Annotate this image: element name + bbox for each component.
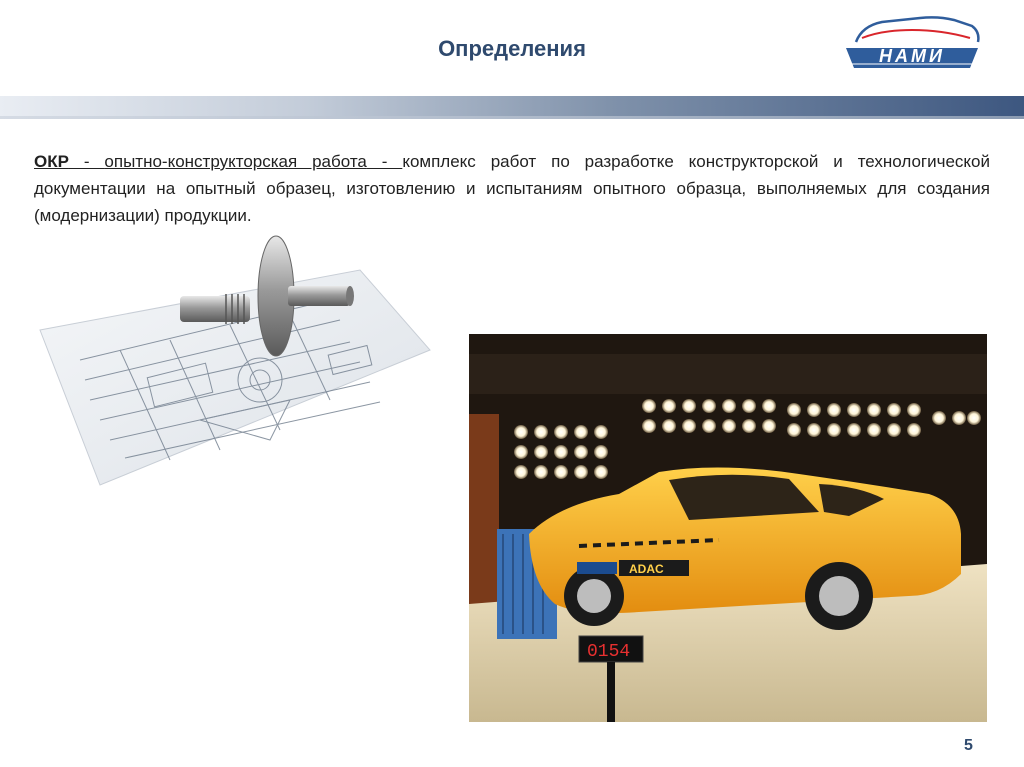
technical-drawing-image	[30, 230, 440, 500]
nami-logo	[842, 8, 982, 72]
crash-test-image	[469, 334, 987, 722]
car-adac-label: ADAC	[629, 562, 664, 576]
slide-title: Определения	[438, 36, 586, 61]
definition-term: ОКР	[34, 152, 69, 171]
definition-text: комплекс работ по разработке конструкторской и технологической документации на опытный образец, изготовлению и испытаниям опытного образца, выполняемых для создания (модернизации) продукции.	[34, 152, 990, 225]
crash-test-photo-icon	[469, 334, 987, 722]
timer-readout: 0154	[587, 642, 631, 662]
technical-drawing-icon	[30, 230, 440, 500]
header-band	[0, 96, 1024, 116]
definition-dash-2: -	[366, 152, 403, 171]
page-number: 5	[964, 737, 973, 754]
definition-phrase: опытно-конструкторская работа	[104, 152, 367, 171]
definition-paragraph	[34, 148, 990, 228]
slide-header	[0, 0, 1024, 96]
logo-text: НАМИ	[879, 46, 945, 66]
definition-dash: -	[68, 152, 105, 171]
header-band-line	[0, 116, 1024, 119]
